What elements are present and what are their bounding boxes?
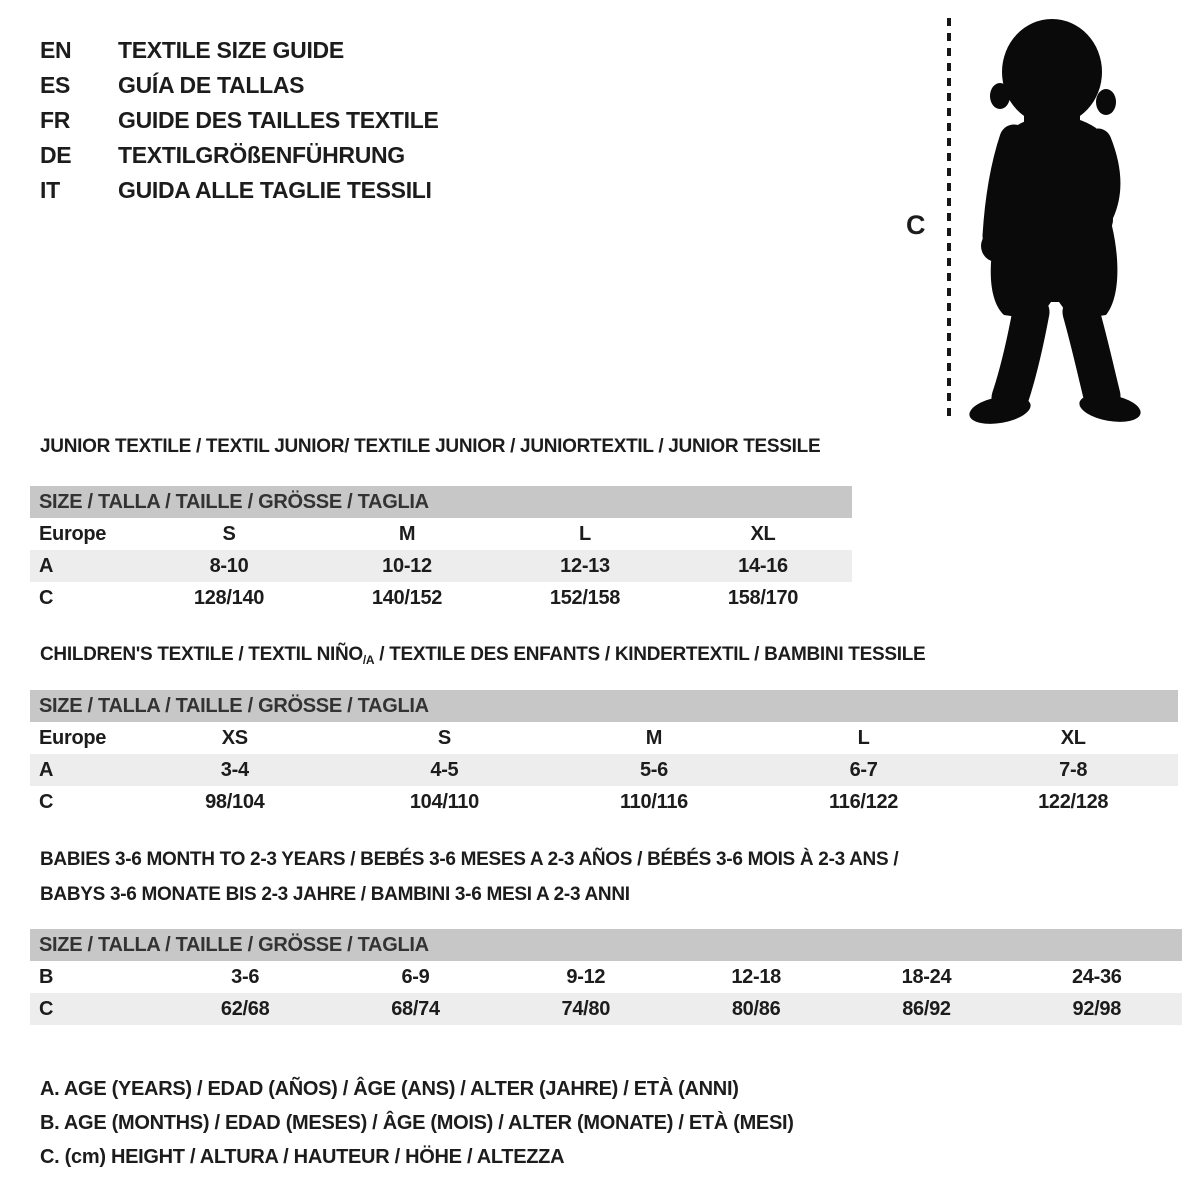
cell: 104/110 xyxy=(409,790,479,813)
footnote-a: A. AGE (YEARS) / EDAD (AÑOS) / ÂGE (ANS) / ALTER (JAHRE) / ETÀ (ANNI) xyxy=(40,1078,739,1100)
children-section-title xyxy=(40,644,925,667)
junior-size-table xyxy=(30,486,852,614)
header-cell-size: XL xyxy=(750,522,776,545)
header-cell-europe: Europe xyxy=(39,522,107,545)
header-cell-europe: Europe xyxy=(39,726,107,749)
table-row-c xyxy=(30,582,852,614)
cell: 140/152 xyxy=(371,586,443,609)
language-row-en xyxy=(40,33,439,68)
language-code: ES xyxy=(40,72,71,98)
table-row-a xyxy=(30,550,852,582)
table-row-c xyxy=(30,993,1182,1025)
toddler-silhouette-icon xyxy=(958,14,1148,426)
children-size-table xyxy=(30,690,1178,818)
language-code: IT xyxy=(40,177,60,203)
footnote-b: B. AGE (MONTHS) / EDAD (MESES) / ÂGE (MOIS) / ALTER (MONATE) / ETÀ (MESI) xyxy=(40,1112,794,1134)
size-header-bar: SIZE / TALLA / TAILLE / GRÖSSE / TAGLIA xyxy=(30,486,852,518)
cell: 7-8 xyxy=(1059,758,1088,781)
cell: 62/68 xyxy=(220,997,270,1020)
cell: 24-36 xyxy=(1071,965,1122,988)
table-row-b xyxy=(30,961,1182,993)
language-code: DE xyxy=(40,142,72,168)
cell: 152/158 xyxy=(549,586,621,609)
cell: 122/128 xyxy=(1038,790,1109,813)
cell: 86/92 xyxy=(902,997,951,1020)
header-cell-size: XL xyxy=(1060,726,1086,749)
row-label: B xyxy=(39,965,54,988)
cell: 12-13 xyxy=(560,554,610,577)
junior-section-title: JUNIOR TEXTILE / TEXTIL JUNIOR/ TEXTILE JUNIOR / JUNIORTEXTIL / JUNIOR TESSILE xyxy=(40,436,821,457)
table-header-row xyxy=(30,518,852,550)
footnote-c: C. (cm) HEIGHT / ALTURA / HAUTEUR / HÖHE / ALTEZZA xyxy=(40,1146,565,1168)
language-code: EN xyxy=(40,37,72,63)
header-cell-size: XS xyxy=(221,726,248,749)
language-title-block xyxy=(40,33,439,208)
cell: 10-12 xyxy=(382,554,432,577)
babies-section-title-line2: BABYS 3-6 MONATE BIS 2-3 JAHRE / BAMBINI 3-6 MESI A 2-3 ANNI xyxy=(40,884,630,905)
language-row-fr xyxy=(40,103,439,138)
cell: 14-16 xyxy=(738,554,788,577)
children-title-rest: / TEXTILE DES ENFANTS / KINDERTEXTIL / BAMBINI TESSILE xyxy=(374,644,926,665)
children-title-subscript: /A xyxy=(362,653,375,667)
size-header-bar: SIZE / TALLA / TAILLE / GRÖSSE / TAGLIA xyxy=(30,929,1182,961)
height-dashed-line xyxy=(947,18,951,418)
table-header-row xyxy=(30,722,1178,754)
language-label: GUIDA ALLE TAGLIE TESSILI xyxy=(118,177,432,203)
cell: 158/170 xyxy=(727,586,799,609)
cell: 98/104 xyxy=(205,790,265,813)
header-cell-size: M xyxy=(398,522,416,545)
cell: 8-10 xyxy=(209,554,249,577)
children-title-main: CHILDREN'S TEXTILE / TEXTIL NIÑO xyxy=(40,644,363,665)
cell: 12-18 xyxy=(731,965,781,988)
header-cell-size: S xyxy=(437,726,451,749)
language-label: GUÍA DE TALLAS xyxy=(118,72,305,98)
language-label: TEXTILE SIZE GUIDE xyxy=(118,37,344,63)
row-label: C xyxy=(39,997,54,1020)
cell: 92/98 xyxy=(1072,997,1122,1020)
height-measure-label-c: C xyxy=(906,210,926,240)
language-row-es xyxy=(40,68,439,103)
cell: 128/140 xyxy=(193,586,265,609)
size-header-bar: SIZE / TALLA / TAILLE / GRÖSSE / TAGLIA xyxy=(30,690,1178,722)
table-row-a xyxy=(30,754,1178,786)
header-cell-size: L xyxy=(579,522,591,545)
table-row-c xyxy=(30,786,1178,818)
babies-size-table xyxy=(30,929,1182,1025)
cell: 6-9 xyxy=(401,965,430,988)
cell: 6-7 xyxy=(849,758,878,781)
language-row-de xyxy=(40,138,439,173)
cell: 9-12 xyxy=(566,965,606,988)
cell: 116/122 xyxy=(829,790,899,813)
row-label: C xyxy=(39,586,54,609)
header-cell-size: M xyxy=(645,726,663,749)
language-label: GUIDE DES TAILLES TEXTILE xyxy=(118,107,439,133)
footnote-block xyxy=(40,1072,794,1174)
row-label: A xyxy=(39,758,54,781)
language-row-it xyxy=(40,173,439,208)
cell: 74/80 xyxy=(561,997,611,1020)
toddler-silhouette-shape xyxy=(967,19,1143,426)
cell: 68/74 xyxy=(391,997,440,1020)
row-label: A xyxy=(39,554,54,577)
cell: 110/116 xyxy=(619,790,688,813)
header-cell-size: L xyxy=(857,726,870,749)
header-cell-size: S xyxy=(222,522,236,545)
cell: 18-24 xyxy=(901,965,952,988)
babies-section-title-line1: BABIES 3-6 MONTH TO 2-3 YEARS / BEBÉS 3-6 MESES A 2-3 AÑOS / BÉBÉS 3-6 MOIS À 2-3 ANS / xyxy=(40,849,899,870)
language-code: FR xyxy=(40,107,71,133)
row-label: C xyxy=(39,790,54,813)
language-label: TEXTILGRÖßENFÜHRUNG xyxy=(118,142,405,168)
cell: 4-5 xyxy=(430,758,459,781)
cell: 3-4 xyxy=(220,758,249,781)
cell: 3-6 xyxy=(231,965,260,988)
cell: 5-6 xyxy=(639,758,668,781)
cell: 80/86 xyxy=(731,997,781,1020)
